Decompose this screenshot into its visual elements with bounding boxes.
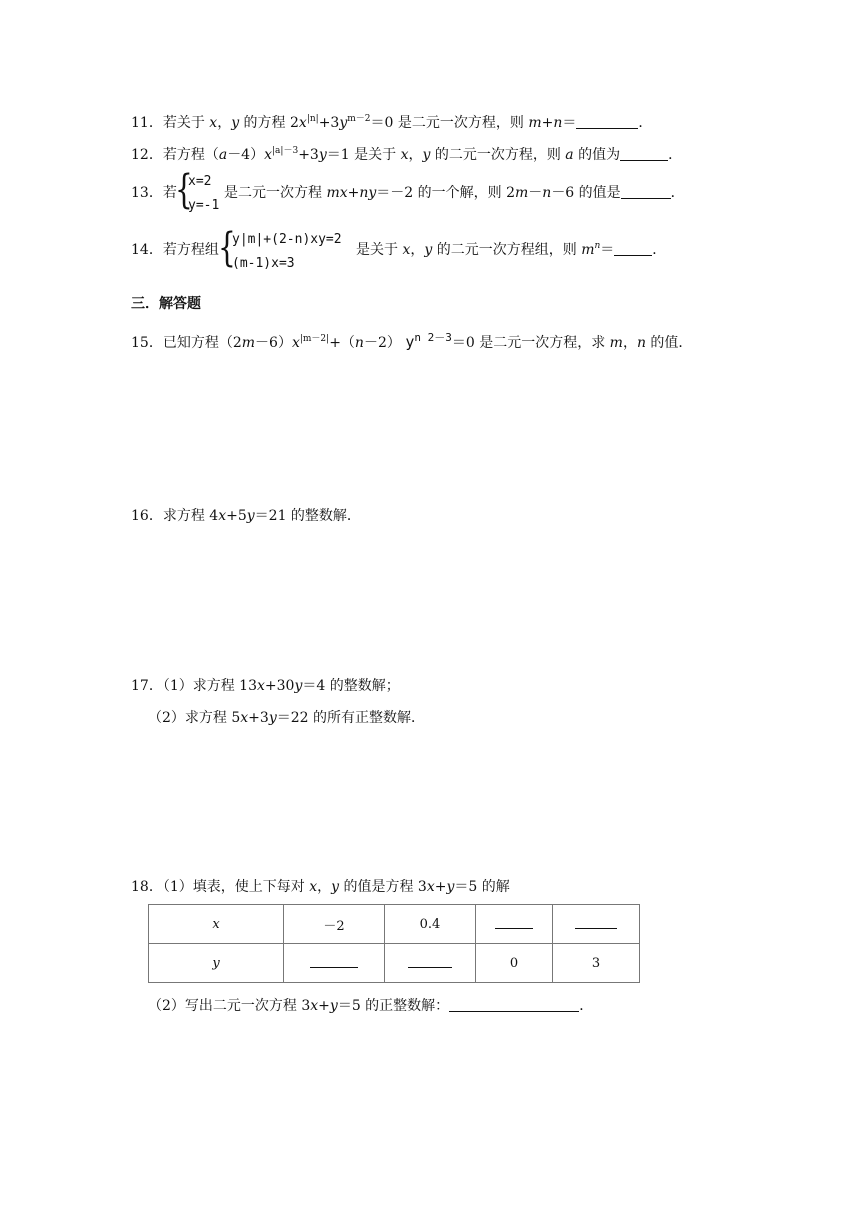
question-number: 12．	[131, 147, 163, 163]
answer-blank[interactable]	[449, 997, 579, 1012]
table-row-x	[149, 905, 640, 944]
row-label-y: y	[149, 944, 284, 983]
table-cell-blank[interactable]	[284, 944, 385, 983]
table-row-y	[149, 944, 640, 983]
question-15: 15．已知方程$(2m-6)x^{|m-2|}+(n-2)$ $y^{n 2-3}=0$ 是二元一次方程，求 m，n 的值．	[131, 331, 693, 351]
system-line-1: y|m|+(2-n)xy=2	[232, 232, 342, 247]
system-brace: {	[218, 225, 236, 271]
question-number: 13．	[131, 185, 163, 201]
system-brace: {	[175, 167, 193, 213]
row-label-x: x	[149, 905, 284, 944]
answer-blank[interactable]	[576, 114, 638, 129]
table-cell-blank[interactable]	[385, 944, 476, 983]
question-number: 17．	[131, 678, 163, 694]
system-line-2: (m-1)x=3	[232, 256, 295, 271]
system-line-1: x=2	[188, 174, 212, 189]
question-number: 11．	[131, 115, 163, 131]
solution-table	[148, 904, 640, 983]
table-cell: 3	[553, 944, 640, 983]
question-number: 18．	[131, 879, 163, 895]
system-line-2: y=-1	[188, 198, 220, 213]
question-12: 12．若方程$(a-4)x^{|a|-3}+3y=1$ 是关于 x，y 的二元一次方程，则 a 的值为 ．	[131, 146, 683, 163]
answer-blank[interactable]	[621, 184, 671, 199]
question-16: 16．求方程 4x+5y＝21 的整数解．	[131, 508, 361, 524]
table-cell: 0.4	[385, 905, 476, 944]
section-heading: 三．解答题	[131, 296, 201, 312]
question-number: 15．	[131, 335, 163, 351]
question-number: 14．	[131, 242, 163, 258]
table-cell: －2	[284, 905, 385, 944]
question-11: 11．若关于 x，y 的方程 $2x^{|n|}+3y^{m-2}=0$ 是二元一次方程，则 m+n＝ ．	[131, 114, 653, 131]
table-cell-blank[interactable]	[476, 905, 553, 944]
answer-blank[interactable]	[620, 146, 668, 161]
table-cell: 0	[476, 944, 553, 983]
answer-blank[interactable]	[614, 241, 652, 256]
question-number: 16．	[131, 508, 163, 524]
table-cell-blank[interactable]	[553, 905, 640, 944]
